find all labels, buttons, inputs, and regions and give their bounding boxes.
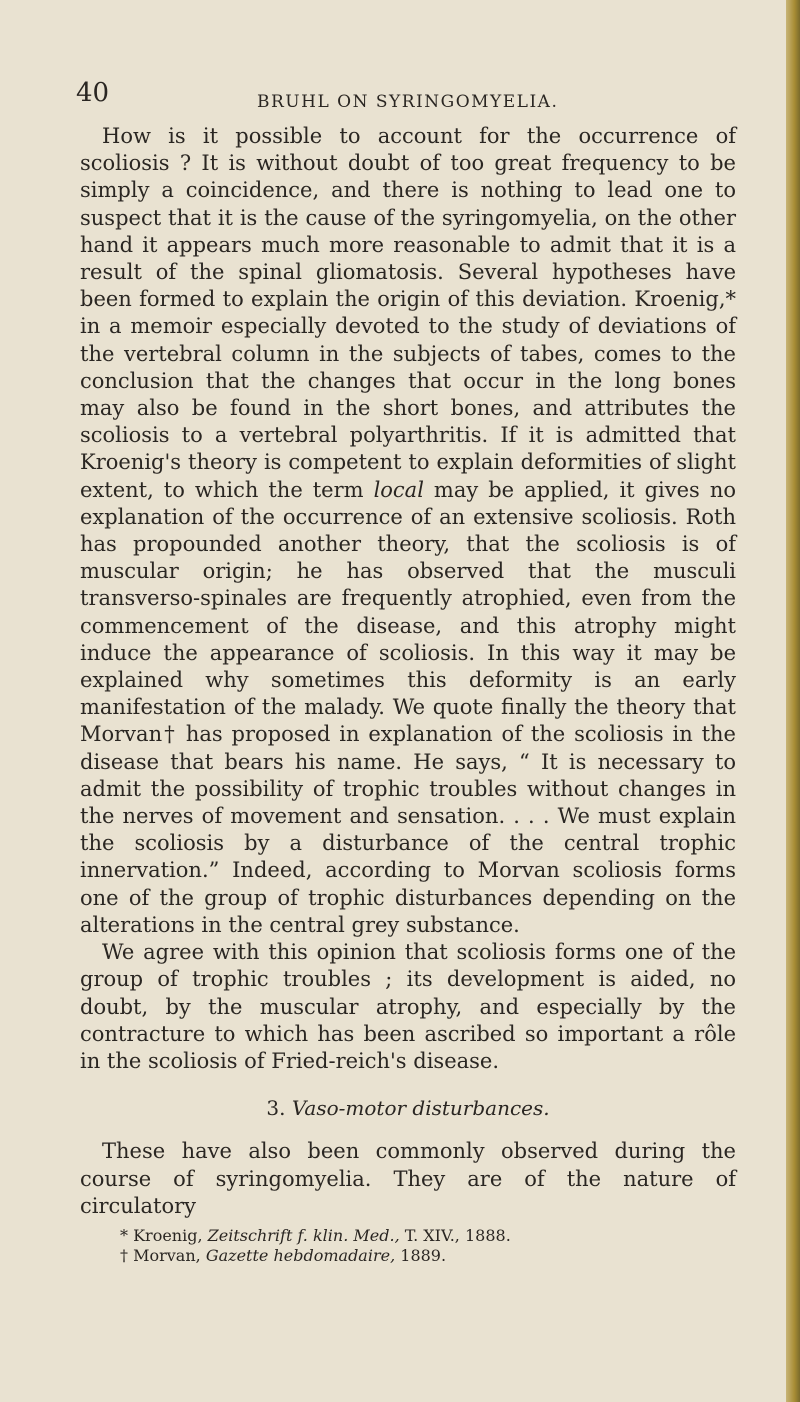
footnotes (80, 1226, 736, 1266)
section-number: 3. (266, 1096, 286, 1121)
footnote-2 (80, 1246, 736, 1266)
paragraph-3: These have also been commonly observed during the course of syringomyelia. They are of the nature of circulatory (80, 1139, 736, 1218)
body-text (80, 123, 736, 1266)
running-head: BRUHL ON SYRINGOMYELIA. (257, 92, 559, 112)
page-header (76, 72, 736, 112)
paragraph-1-end: may be applied, it gives no explanation of the occurrence of an extensive scoliosis. Roth has propounded another theory, that the scoliosis is of muscular origin; he has observed that the musculi transverso-spinales are frequently atrophied, even from the commencement of the disease, and this atrophy might induce the appearance of scoliosis. In this way it may be explained why sometimes this deformity is an early manifestation of the malady. We quote finally the theory that Morvan† has proposed in explanation of the scoliosis in the disease that bears his name. He says, “ It is necessary to admit the possibility of trophic troubles without changes in the nerves of movement and sensation. . . . We must explain the scoliosis by a disturbance of the central trophic innervation.” Indeed, according to Morvan scoliosis forms one of the group of trophic disturbances depending on the alterations in the central grey substance. (80, 477, 737, 937)
paragraph-2: We agree with this opinion that scoliosis forms one of the group of trophic troubles ; its development is aided, no doubt, by the muscular atrophy, and especially by the contracture to which has been ascribed so important a rôle in the scoliosis of Fried-reich's disease. (80, 940, 736, 1073)
footnote-1-mark: * (120, 1225, 128, 1245)
paragraph-1 (80, 123, 736, 939)
paragraph-1-start: How is it possible to account for the occurrence of scoliosis ? It is without doubt of too great frequency to be simply a coincidence, and there is nothing to lead one to suspect that it is the cause of the syringomyelia, on the other hand it appears much more reasonable to admit that it is a result of the spinal gliomatosis. Several hypotheses have been formed to explain the origin of this deviation. Kroenig,* in a memoir especially devoted to the study of deviations of the vertebral column in the subjects of tabes, comes to the conclusion that the changes that occur in the long bones may also be found in the short bones, and attributes the scoliosis to a vertebral polyarthritis. If it is admitted that Kroenig's theory is competent to explain deformities of slight extent, to which the term (80, 124, 736, 502)
footnote-2-journal: Gazette hebdomadaire, (205, 1245, 396, 1265)
page-number: 40 (76, 78, 110, 108)
section-title: Vaso-motor disturbances. (291, 1096, 550, 1121)
footnote-1 (80, 1226, 736, 1246)
footnote-2-mark: † (120, 1245, 128, 1265)
paragraph-1-emphasis: local (373, 477, 424, 502)
footnote-2-author: Morvan, (133, 1245, 201, 1265)
footnote-2-details: 1889. (400, 1245, 447, 1265)
footnote-1-author: Kroenig, (133, 1225, 203, 1245)
page-edge (786, 0, 800, 1402)
footnote-1-journal: Zeitschrift f. klin. Med., (207, 1225, 400, 1245)
section-heading (80, 1095, 736, 1122)
footnote-1-details: T. XIV., 1888. (404, 1225, 511, 1245)
